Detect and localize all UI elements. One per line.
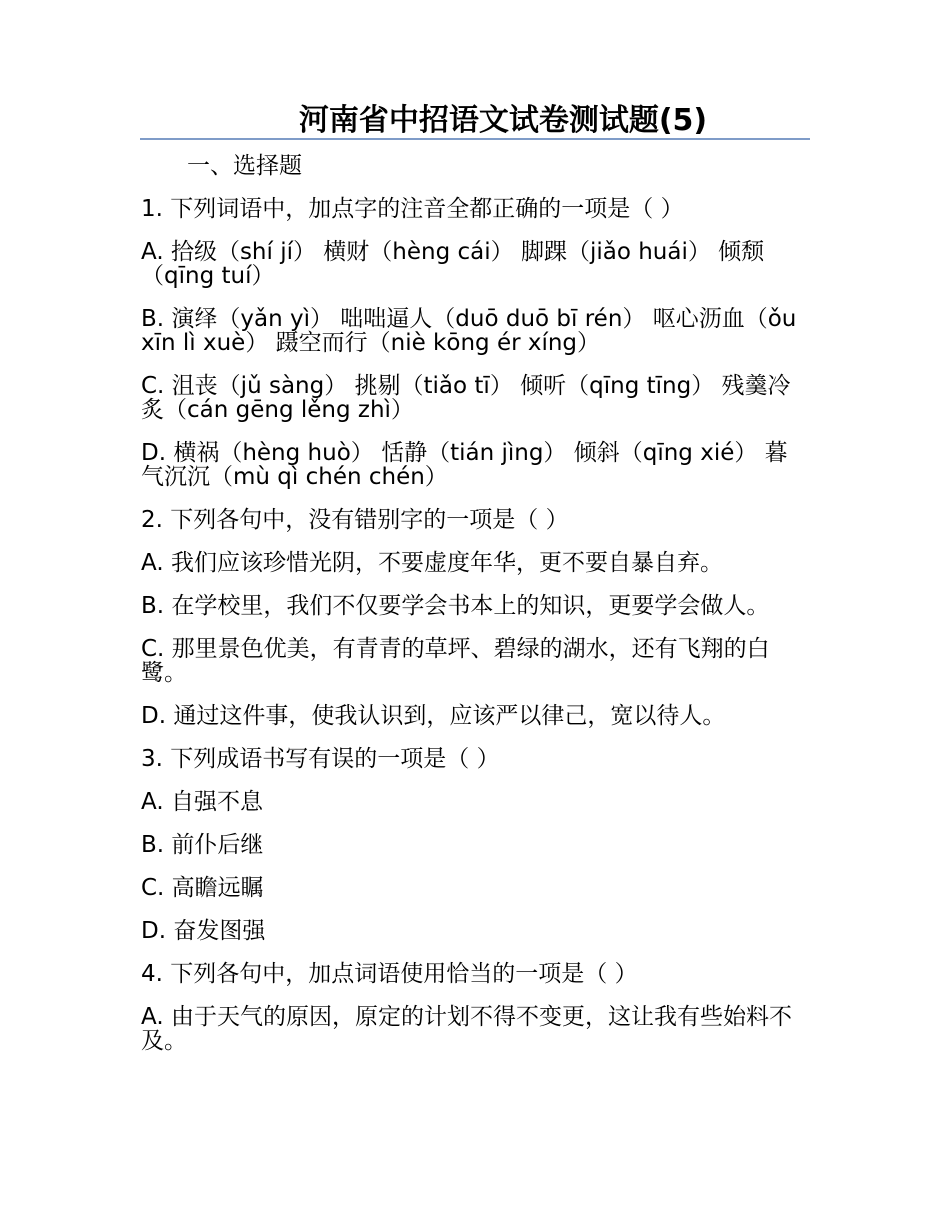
question-1-option-a: A. 拾级（shí jí） 横财（hèng cái） 脚踝（jiǎo huái） 倾颓（qīng tuí）: [141, 239, 765, 289]
question-2-option-d: D. 通过这件事，使我认识到，应该严以律己，宽以待人。: [141, 703, 726, 729]
question-2-option-c: C. 那里景色优美，有青青的草坪、碧绿的湖水，还有飞翔的白鹭。: [141, 636, 770, 686]
question-3-stem: 3. 下列成语书写有误的一项是（ ）: [141, 746, 500, 772]
question-2-option-a: A. 我们应该珍惜光阴，不要虚度年华，更不要自暴自弃。: [141, 550, 723, 576]
question-3-option-d: D. 奋发图强: [141, 918, 266, 944]
question-4-stem: 4. 下列各句中，加点词语使用恰当的一项是（ ）: [141, 961, 638, 987]
question-2-stem: 2. 下列各句中，没有错别字的一项是（ ）: [141, 507, 569, 533]
question-4-option-a: A. 由于天气的原因，原定的计划不得不变更，这让我有些始料不及。: [141, 1004, 792, 1054]
question-3-option-c: C. 高瞻远瞩: [141, 875, 264, 901]
page-title: 河南省中招语文试卷测试题(5): [140, 102, 810, 140]
section-heading: 一、选择题: [187, 153, 302, 179]
question-1-option-b: B. 演绎（yǎn yì） 咄咄逼人（duō duō bī rén） 呕心沥血（ǒu xīn lì xuè） 蹑空而行（niè kōng ér xíng）: [141, 306, 797, 356]
question-3-option-a: A. 自强不息: [141, 789, 263, 815]
question-1-stem: 1. 下列词语中，加点字的注音全都正确的一项是（ ）: [141, 196, 684, 222]
document-body: [141, 154, 801, 1072]
question-1-option-c: C. 沮丧（jǔ sàng） 挑剔（tiǎo tī） 倾听（qīng tīng） 残羹冷炙（cán gēng lěng zhì）: [141, 373, 791, 423]
question-1-option-d: D. 横祸（hèng huò） 恬静（tián jìng） 倾斜（qīng xié） 暮气沉沉（mù qì chén chén）: [141, 440, 788, 490]
question-2-option-b: B. 在学校里，我们不仅要学会书本上的知识，更要学会做人。: [141, 593, 770, 619]
question-3-option-b: B. 前仆后继: [141, 832, 264, 858]
